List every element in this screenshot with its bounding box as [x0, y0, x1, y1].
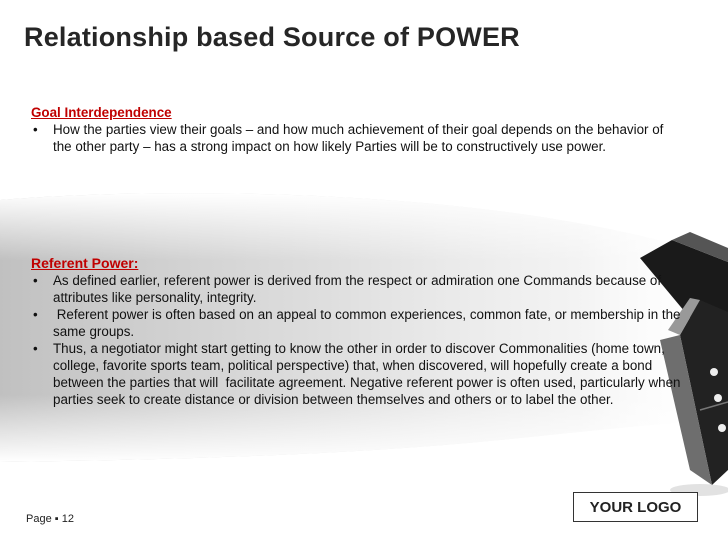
page-separator: ▪ — [54, 513, 59, 525]
bullet-text: How the parties view their goals – and how much achievement of their goal depends on the behavior of the other party – has a strong impact on how likely Parties will be to constructively use power. — [53, 122, 664, 154]
list-item — [31, 340, 688, 408]
bullet-icon: • — [33, 122, 38, 137]
section-heading-referent-power: Referent Power: — [31, 255, 139, 271]
goal-interdependence-section — [31, 104, 671, 155]
list-item — [31, 121, 671, 155]
logo-text: YOUR LOGO — [589, 498, 682, 516]
page-number — [26, 513, 74, 525]
bullet-icon: • — [33, 307, 38, 322]
section-heading-goal-interdependence: Goal Interdependence — [31, 105, 172, 120]
bullet-text: Referent power is often based on an appeal to common experiences, common fate, or membership in the same groups. — [53, 307, 685, 339]
list-item — [31, 306, 685, 340]
bullet-list — [31, 272, 688, 408]
bullet-list — [31, 121, 671, 155]
bullet-text: Thus, a negotiator might start getting to know the other in order to discover Commonalities (home town, college, favorite sports team, political perspective) that, when discovered, will hopefully create a bond between the parties that will facilitate agreement. Negative referent power is often used, particularly when parties seek to create distance or division between themselves and others or to label the other. — [53, 341, 688, 407]
page-number-value: 12 — [61, 513, 74, 525]
bullet-icon: • — [33, 341, 38, 356]
referent-power-section — [31, 255, 688, 408]
bullet-icon: • — [33, 273, 38, 288]
logo-placeholder — [573, 492, 698, 522]
bullet-text: As defined earlier, referent power is derived from the respect or admiration one Commands because of attributes like personality, integrity. — [53, 273, 662, 305]
list-item — [31, 272, 681, 306]
page-label: Page — [26, 513, 52, 525]
slide-title: Relationship based Source of POWER — [24, 22, 520, 52]
